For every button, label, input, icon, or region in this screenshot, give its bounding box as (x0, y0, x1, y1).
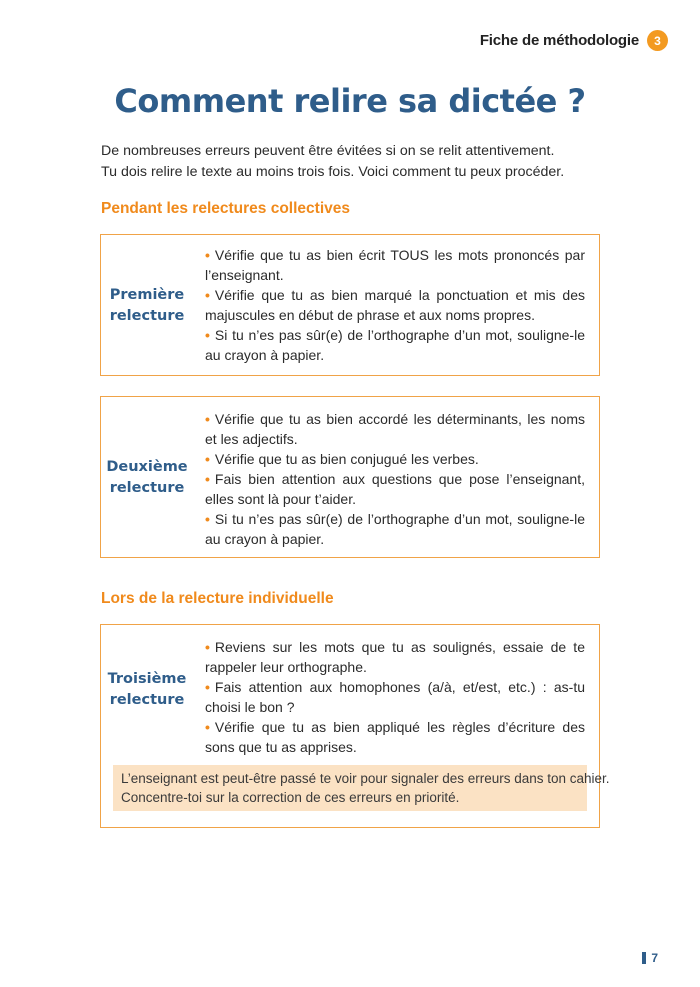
box-label-line: Troisième (107, 671, 187, 687)
box-label (101, 285, 193, 327)
list-item-text: Vérifie que tu as bien conjugué les verbes. (214, 451, 479, 467)
second-reading-box (100, 396, 600, 558)
teacher-note (113, 765, 610, 811)
list-item-text: Vérifie que tu as bien accordé les déterminants, les noms et les adjectifs. (205, 411, 585, 447)
list-item (205, 717, 585, 757)
checklist (205, 245, 585, 365)
box-label-line: Première (109, 287, 185, 303)
list-item-text: Si tu n’es pas sûr(e) de l’orthographe d’un mot, souligne-le au crayon à papier. (205, 327, 585, 363)
bullet-icon: • (205, 511, 210, 527)
first-reading-box (100, 234, 600, 376)
list-item (205, 245, 585, 285)
list-item-text: Vérifie que tu as bien appliqué les règles d’écriture des sons que tu as apprises. (205, 719, 585, 755)
box-label (101, 669, 193, 711)
bullet-icon: • (205, 247, 210, 263)
list-item (205, 637, 585, 677)
bullet-icon: • (205, 719, 210, 735)
intro-line: Tu dois relire le texte au moins trois fois. Voici comment tu peux procéder. (101, 164, 565, 180)
header-label: Fiche de méthodologie (479, 32, 639, 49)
list-item-text: Vérifie que tu as bien écrit TOUS les mots prononcés par l’enseignant. (205, 247, 585, 283)
list-item (205, 285, 585, 325)
list-item-text: Si tu n’es pas sûr(e) de l’orthographe d’un mot, souligne-le au crayon à papier. (205, 511, 585, 547)
page-header (480, 30, 668, 51)
bullet-icon: • (205, 327, 210, 343)
page-title: Comment relire sa dictée ? (114, 82, 586, 120)
box-label-line: Deuxième (106, 459, 188, 475)
bullet-icon: • (205, 451, 210, 467)
bullet-icon: • (205, 639, 210, 655)
page-marker-icon (642, 952, 646, 964)
bullet-icon: • (205, 287, 210, 303)
page-number: 7 (651, 951, 658, 965)
bullet-icon: • (205, 411, 210, 427)
bullet-icon: • (205, 679, 210, 695)
note-line: L’enseignant est peut-être passé te voir pour signaler des erreurs dans ton cahier. (121, 771, 610, 786)
intro-line: De nombreuses erreurs peuvent être évitées si on se relit attentivement. (101, 143, 555, 159)
note-line: Concentre-toi sur la correction de ces erreurs en priorité. (121, 790, 460, 805)
list-item-text: Fais attention aux homophones (a/à, et/est, etc.) : as-tu choisi le bon ? (205, 679, 585, 715)
list-item-text: Vérifie que tu as bien marqué la ponctuation et mis des majuscules en début de phrase et aux noms propres. (205, 287, 585, 323)
section-title-individual: Lors de la relecture individuelle (101, 590, 334, 607)
checklist (205, 637, 585, 757)
header-number-badge: 3 (647, 30, 668, 51)
list-item-text: Fais bien attention aux questions que pose l’enseignant, elles sont là pour t’aider. (205, 471, 585, 507)
list-item (205, 409, 585, 449)
intro-paragraph (101, 141, 601, 183)
list-item (205, 325, 585, 365)
box-label-line: relecture (109, 480, 185, 496)
page-footer (642, 951, 658, 965)
list-item-text: Reviens sur les mots que tu as soulignés, essaie de te rappeler leur orthographe. (205, 639, 585, 675)
box-label-line: relecture (109, 692, 185, 708)
list-item (205, 677, 585, 717)
section-title-collective: Pendant les relectures collectives (101, 200, 350, 217)
list-item (205, 469, 585, 509)
list-item (205, 509, 585, 549)
checklist (205, 409, 585, 549)
bullet-icon: • (205, 471, 210, 487)
list-item (205, 449, 585, 469)
box-label (101, 457, 193, 499)
third-reading-box (100, 624, 610, 828)
box-label-line: relecture (109, 308, 185, 324)
